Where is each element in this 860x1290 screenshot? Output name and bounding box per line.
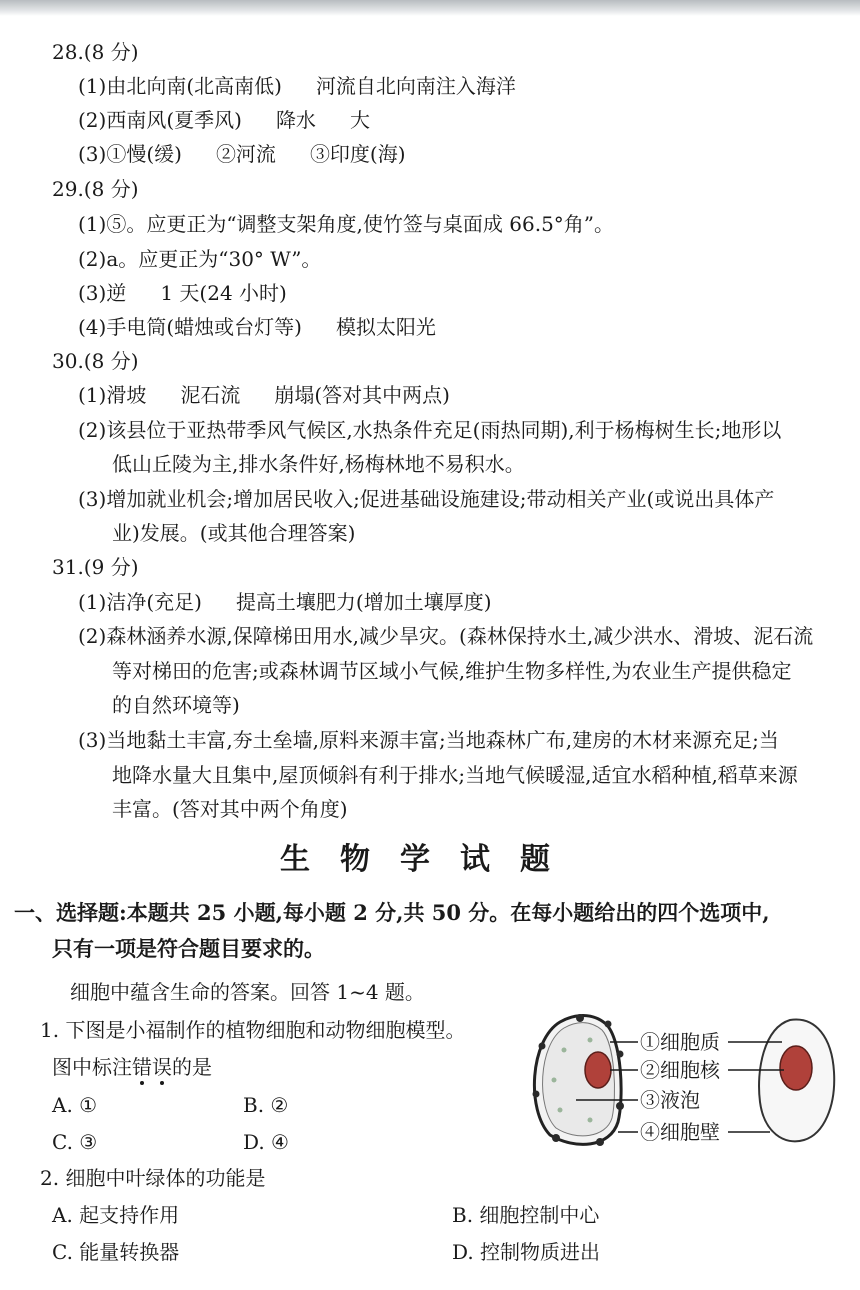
q31-part2-line2: 等对梯田的危害;或森林调节区域小气候,维护生物多样性,为农业生产提供稳定 [112,659,792,683]
q28-part2-b: 降水 [275,108,316,132]
q2-option-a[interactable]: A. 起支持作用 [52,1203,180,1227]
q30-part3-line2: 业)发展。(或其他合理答案) [112,521,356,545]
q28-part1-b: 河流自北向南注入海洋 [315,74,516,98]
q31-part3-line3: 丰富。(答对其中两个角度) [112,797,348,821]
q29-part3 [78,278,321,308]
q30-heading: 30.(8 分) [52,349,139,373]
q28-heading: 28.(8 分) [52,40,139,64]
q28-part1 [78,71,550,101]
q28-part1-a: (1)由北向南(北高南低) [78,74,282,98]
plant-cell [533,1014,625,1146]
q1-stem-pre: 图中标注 [52,1055,132,1079]
passage-intro: 细胞中蕴含生命的答案。回答 1~4 题。 [70,980,425,1004]
figure-label-cell-wall: ④细胞壁 [640,1120,720,1144]
q2-option-c[interactable]: C. 能量转换器 [52,1240,180,1264]
plant-nucleus [585,1052,611,1088]
q1-emphasis-text: 错误 [132,1055,172,1079]
q1-option-d[interactable]: D. ④ [243,1130,289,1154]
q28-part3-a: (3)①慢(缓) [78,142,182,166]
q29-part4-a: (4)手电筒(蜡烛或台灯等) [78,315,302,339]
q28-part3-b: ②河流 [215,142,276,166]
q31-part3-line1: (3)当地黏土丰富,夯土垒墙,原料来源丰富;当地森林广布,建房的木材来源充足;当 [78,728,779,752]
q31-part2-line1: (2)森林涵养水源,保障梯田用水,减少旱灾。(森林保持水土,减少洪水、滑坡、泥石流 [78,624,814,648]
q31-part1-b: 提高土壤肥力(增加土壤厚度) [235,590,492,614]
q30-part1-c: 崩塌(答对其中两点) [274,383,450,407]
q29-heading: 29.(8 分) [52,177,139,201]
q2-option-b[interactable]: B. 细胞控制中心 [452,1203,600,1227]
q1-option-b[interactable]: B. ② [243,1093,289,1117]
q30-part2-line2: 低山丘陵为主,排水条件好,杨梅林地不易积水。 [112,452,525,476]
q2-option-d[interactable]: D. 控制物质进出 [452,1240,601,1264]
q29-part1: (1)⑤。应更正为“调整支架角度,使竹签与桌面成 66.5°角”。 [78,212,615,236]
q28-part3 [78,139,440,169]
figure-label-cytoplasm: ①细胞质 [640,1030,720,1054]
q29-part2: (2)a。应更正为“30° W”。 [78,247,322,271]
q29-part4 [78,312,470,342]
q29-part4-b: 模拟太阳光 [335,315,436,339]
q31-part1-a: (1)洁净(充足) [78,590,202,614]
emphasis-dot [160,1081,164,1085]
q30-part1 [78,380,484,410]
q31-part2-line3: 的自然环境等) [112,693,240,717]
q1-option-c[interactable]: C. ③ [52,1130,98,1154]
q31-heading: 31.(9 分) [52,555,139,579]
emphasis-dot [140,1081,144,1085]
biology-title: 生物学试题 [280,842,580,877]
q30-part1-a: (1)滑坡 [78,383,147,407]
q30-part3-line1: (3)增加就业机会;增加居民收入;促进基础设施建设;带动相关产业(或说出具体产 [78,487,775,511]
section1-line2: 只有一项是符合题目要求的。 [52,936,325,961]
q28-part3-c: ③印度(海) [309,142,406,166]
figure-label-nucleus: ②细胞核 [640,1058,720,1082]
scan-top-edge [0,0,860,16]
animal-nucleus [780,1046,812,1090]
section1-line1: 一、选择题:本题共 25 小题,每小题 2 分,共 50 分。在每小题给出的四个选项中, [14,900,770,925]
q28-part2-a: (2)西南风(夏季风) [78,108,242,132]
q29-part3-a: (3)逆 [78,281,127,305]
q28-part2 [78,105,404,135]
q1-stem-emphasis [132,1055,172,1079]
q28-part2-c: 大 [349,108,370,132]
q30-part1-b: 泥石流 [180,383,241,407]
q1-stem-line2 [52,1052,212,1082]
q31-part3-line2: 地降水量大且集中,屋顶倾斜有利于排水;当地气候暖湿,适宜水稻种植,稻草来源 [112,763,798,787]
q29-part3-b: 1 天(24 小时) [160,281,287,305]
animal-cell [759,1020,834,1142]
q1-stem-line1: 1. 下图是小福制作的植物细胞和动物细胞模型。 [40,1018,466,1042]
q2-stem: 2. 细胞中叶绿体的功能是 [40,1166,266,1190]
q1-stem-post: 的是 [172,1055,212,1079]
q1-option-a[interactable]: A. ① [52,1093,98,1117]
q31-part1 [78,587,526,617]
q30-part2-line1: (2)该县位于亚热带季风气候区,水热条件充足(雨热同期),利于杨梅树生长;地形以 [78,418,782,442]
figure-label-vacuole: ③液泡 [640,1088,700,1112]
